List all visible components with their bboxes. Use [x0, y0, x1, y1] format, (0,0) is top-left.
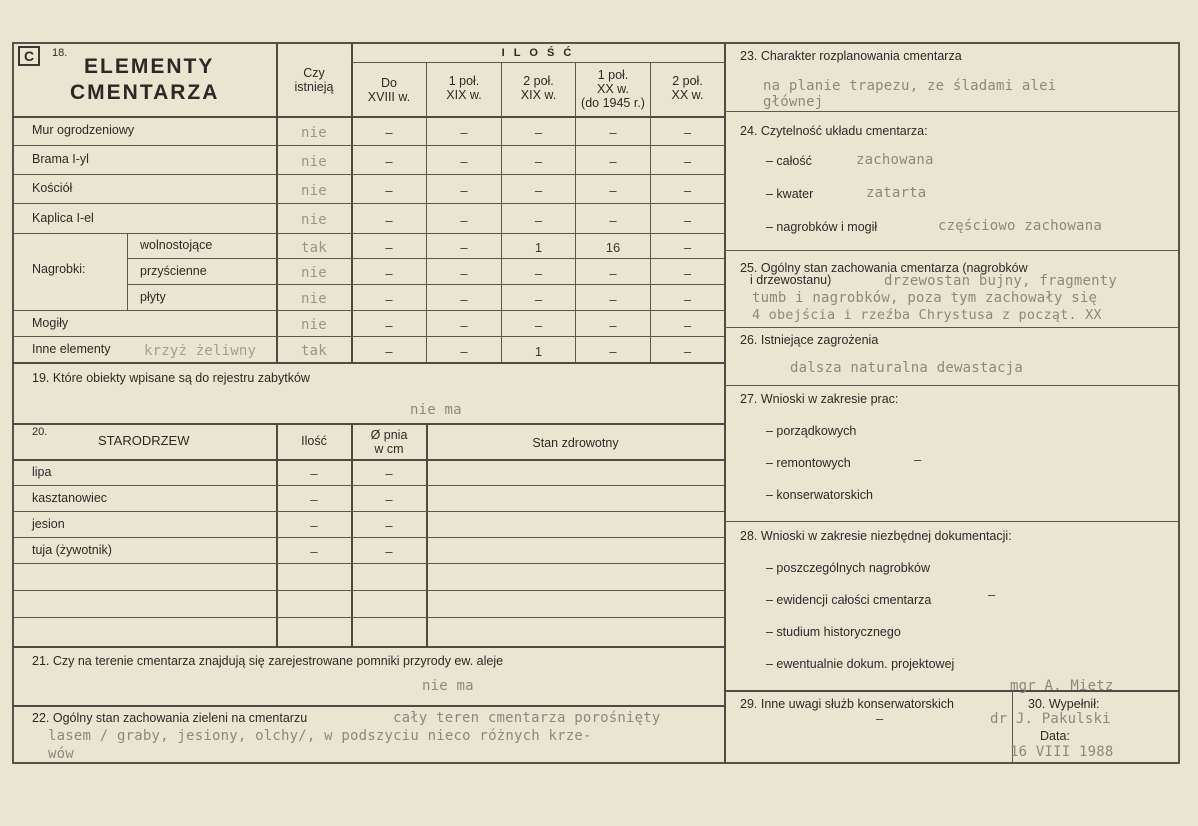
quantity-value: –: [460, 154, 468, 169]
grid-line: [127, 233, 128, 310]
quantity-value: –: [609, 265, 617, 281]
grid-line: [13, 563, 724, 564]
grid-line: [13, 511, 724, 512]
row-label: płyty: [140, 289, 166, 304]
tree-name: jesion: [32, 517, 65, 531]
grid-line: [13, 590, 724, 591]
item-label: – konserwatorskich: [766, 488, 873, 502]
item-label: – porządkowych: [766, 424, 857, 438]
column-header: Do XVIII w.: [367, 76, 411, 104]
row-label: wolnostojące: [140, 238, 213, 252]
grid-line: [724, 327, 1179, 328]
quantity-value: –: [385, 291, 393, 307]
grid-line: [13, 310, 724, 311]
grid-line: [13, 116, 724, 118]
answer-22: lasem / graby, jesiony, olchy/, w podszyciu nieco różnych krze-: [48, 728, 592, 744]
quantity-value: –: [385, 343, 393, 359]
quantity-value: –: [534, 212, 543, 228]
column-header: 2 poł. XIX w.: [520, 74, 557, 102]
answer-25: 4 obejścia i rzeźba Chrystusa z począt. XX: [752, 307, 1102, 323]
quantity-value: –: [683, 265, 692, 281]
question-21: 21. Czy na terenie cmentarza znajdują się zarejestrowane pomniki przyrody ew. aleje: [32, 654, 504, 668]
quantity-value: –: [460, 240, 468, 255]
tree-qty: –: [310, 518, 318, 533]
item-label: – kwater: [766, 187, 814, 201]
question-19: 19. Które obiekty wpisane są do rejestru zabytków: [32, 371, 310, 385]
quantity-value: –: [385, 212, 393, 228]
filled-by-name: mgr A. Mietz: [1010, 678, 1114, 694]
tree-qty: –: [310, 466, 318, 481]
section-title: ELEMENTY: [84, 55, 215, 78]
grid-line: [351, 423, 353, 646]
row-label: Inne elementy: [32, 341, 111, 356]
quantity-value: –: [609, 212, 617, 228]
question-25: 25. Ogólny stan zachowania cmentarza (nagrobków: [740, 261, 1028, 275]
group-label: Nagrobki:: [32, 262, 86, 276]
question-25: i drzewostanu): [750, 273, 832, 287]
item-label: – nagrobków i mogił: [766, 220, 878, 234]
exists-value: nie: [301, 182, 327, 199]
answer-23: na planie trapezu, ze śladami alei: [763, 78, 1057, 94]
quantity-value: 16: [605, 240, 621, 255]
answer-29: –: [876, 711, 884, 726]
quantity-value: 1: [534, 240, 543, 255]
column-header-qty: Ilość: [301, 434, 327, 448]
quantity-value: –: [534, 291, 543, 307]
quantity-value: –: [534, 125, 543, 140]
quantity-value: –: [683, 343, 692, 359]
grid-line: [426, 423, 428, 646]
grid-line: [724, 521, 1179, 522]
date-label: Data:: [1040, 729, 1070, 743]
grid-line: [724, 43, 726, 764]
exists-value: nie: [301, 212, 327, 228]
question-26: 26. Istniejące zagrożenia: [740, 333, 879, 347]
tree-diameter: –: [385, 466, 393, 481]
quantity-header: I L O Ś Ć: [501, 47, 575, 59]
quantity-value: –: [385, 317, 393, 333]
item-value: zatarta: [866, 185, 927, 201]
item-label: – ewentualnie dokum. projektowej: [766, 657, 955, 671]
quantity-value: –: [385, 154, 393, 169]
grid-line: [127, 284, 724, 285]
exists-value: nie: [301, 291, 327, 307]
grid-line: [276, 423, 278, 646]
quantity-value: –: [460, 212, 468, 228]
question-30: 30. Wypełnił:: [1028, 697, 1100, 711]
answer-19: nie ma: [410, 402, 462, 418]
answer-25: drzewostan bujny, fragmenty: [884, 273, 1117, 289]
item-label: – remontowych: [766, 456, 851, 470]
grid-line: [13, 705, 724, 707]
answer-21: nie ma: [422, 678, 474, 694]
quantity-value: –: [534, 154, 543, 169]
date-value: 16 VIII 1988: [1010, 744, 1114, 760]
quantity-value: –: [683, 240, 692, 255]
quantity-value: –: [460, 343, 468, 359]
question-23: 23. Charakter rozplanowania cmentarza: [740, 49, 962, 63]
question-28: 28. Wnioski w zakresie niezbędnej dokumentacji:: [740, 529, 1012, 543]
row-label: Mogiły: [32, 315, 69, 330]
grid-line: [13, 145, 724, 146]
item-value: zachowana: [856, 152, 934, 168]
tree-diameter: –: [385, 518, 393, 533]
answer-26: dalsza naturalna dewastacja: [790, 360, 1023, 376]
row-label: Brama I-yl: [32, 152, 89, 166]
tree-diameter: –: [385, 544, 393, 559]
answer-22: wów: [48, 746, 74, 762]
quantity-value: –: [683, 291, 692, 307]
column-header: 1 poł. XIX w.: [446, 74, 482, 102]
quantity-value: –: [460, 317, 468, 333]
exists-value: tak: [301, 239, 327, 256]
quantity-value: –: [609, 154, 617, 169]
column-header-diameter: Ø pnia w cm: [370, 428, 408, 456]
quantity-value: 1: [534, 343, 543, 359]
quantity-value: –: [609, 183, 617, 198]
filled-by-name: dr J. Pakulski: [990, 711, 1111, 727]
row-label: Mur ogrodzeniowy: [32, 123, 135, 137]
answer-22: cały teren cmentarza porośnięty: [393, 710, 661, 726]
tree-name: lipa: [32, 465, 52, 479]
section-title: STARODRZEW: [98, 433, 190, 448]
grid-line: [13, 362, 724, 364]
answer-23: głównej: [763, 94, 824, 110]
item-label: – całość: [766, 154, 812, 168]
question-24: 24. Czytelność układu cmentarza:: [740, 124, 928, 138]
grid-line: [724, 250, 1179, 251]
row-label: przyścienne: [140, 263, 207, 278]
quantity-value: –: [460, 125, 468, 140]
tree-qty: –: [310, 492, 318, 507]
item-value: częściowo zachowana: [938, 218, 1102, 234]
grid-line: [13, 459, 724, 461]
tree-qty: –: [310, 544, 318, 559]
question-22: 22. Ogólny stan zachowania zieleni na cmentarzu: [32, 711, 308, 725]
grid-line: [724, 385, 1179, 386]
quantity-value: –: [385, 240, 393, 255]
section-number: 20.: [32, 426, 48, 438]
quantity-value: –: [385, 183, 393, 198]
quantity-value: –: [460, 183, 468, 198]
column-header: 1 poł. XX w. (do 1945 r.): [581, 68, 645, 110]
grid-line: [13, 537, 724, 538]
exists-value: tak: [301, 343, 327, 359]
handwritten-mark: –: [988, 587, 996, 602]
section-title: CMENTARZA: [70, 81, 220, 104]
quantity-value: –: [534, 317, 543, 333]
row-label: Kościół: [32, 181, 73, 195]
item-label: – poszczególnych nagrobków: [766, 561, 930, 575]
quantity-value: –: [385, 265, 393, 281]
grid-line: [13, 203, 724, 204]
column-header-exists: Czy istnieją: [294, 66, 334, 94]
quantity-value: –: [609, 343, 617, 359]
tree-diameter: –: [385, 492, 393, 507]
quantity-value: –: [534, 183, 543, 198]
grid-line: [13, 336, 724, 337]
quantity-value: –: [460, 265, 468, 281]
exists-value: nie: [301, 317, 327, 333]
quantity-value: –: [609, 291, 617, 307]
quantity-value: –: [683, 183, 692, 198]
item-label: – studium historycznego: [766, 625, 901, 639]
answer-25: tumb i nagrobków, poza tym zachowały się: [752, 290, 1098, 306]
grid-line: [13, 646, 724, 648]
grid-line: [13, 233, 724, 234]
quantity-value: –: [534, 265, 543, 281]
handwritten-value: krzyż żeliwny: [144, 343, 257, 359]
column-header-health: Stan zdrowotny: [532, 436, 619, 450]
column-header: 2 poł. XX w.: [671, 74, 704, 102]
quantity-value: –: [683, 317, 692, 333]
quantity-value: –: [609, 317, 617, 333]
tree-name: tuja (żywotnik): [32, 543, 112, 557]
exists-value: nie: [301, 153, 327, 170]
handwritten-mark: –: [914, 452, 922, 467]
section-letter-box: C: [18, 46, 40, 66]
grid-line: [13, 485, 724, 486]
grid-line: [13, 174, 724, 175]
exists-value: nie: [301, 124, 327, 141]
quantity-value: –: [609, 125, 617, 140]
quantity-value: –: [385, 125, 393, 140]
item-label: – ewidencji całości cmentarza: [766, 593, 932, 607]
grid-line: [127, 258, 724, 259]
section-number: 18.: [52, 47, 68, 59]
grid-line: [724, 111, 1179, 112]
question-29: 29. Inne uwagi służb konserwatorskich: [740, 697, 955, 711]
quantity-value: –: [683, 154, 692, 169]
grid-line: [13, 617, 724, 618]
grid-line: [351, 62, 724, 63]
exists-value: nie: [301, 265, 327, 281]
tree-name: kasztanowiec: [32, 491, 108, 505]
quantity-value: –: [460, 291, 468, 307]
quantity-value: –: [683, 125, 692, 140]
row-label: Kaplica I-el: [32, 210, 94, 225]
grid-line: [13, 423, 724, 425]
question-27: 27. Wnioski w zakresie prac:: [740, 392, 899, 406]
quantity-value: –: [683, 212, 692, 228]
